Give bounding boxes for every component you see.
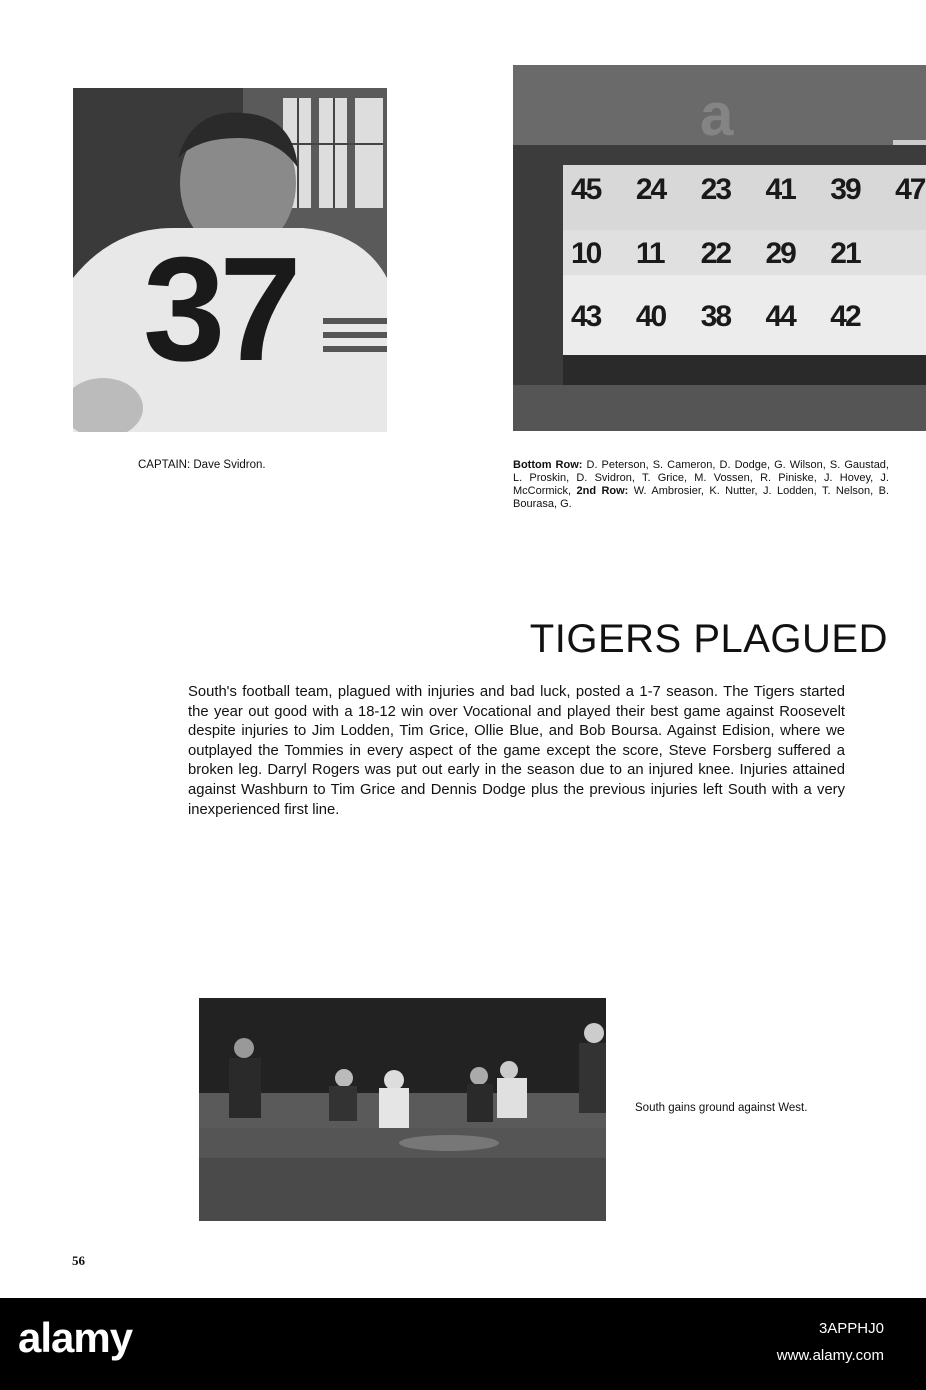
team-jersey-number: 24 <box>635 173 666 206</box>
team-jersey-number: 23 <box>700 173 731 206</box>
captain-jersey-number: 37 <box>143 227 296 392</box>
team-jersey-numbers <box>563 165 926 365</box>
footer-image-id: 3APPHJ0 <box>818 1320 884 1337</box>
article-headline: TIGERS PLAGUED <box>529 617 888 661</box>
game-action-photo <box>199 998 606 1221</box>
second-row-names: W. Ambrosier, K. Nutter, J. Lodden, T. Nelson, B. Bourasa, G. <box>513 485 890 510</box>
team-roster-caption <box>513 459 889 511</box>
action-photo-caption: South gains ground against West. <box>635 1102 808 1114</box>
captain-caption: CAPTAIN: Dave Svidron. <box>138 459 266 471</box>
captain-photo <box>73 88 387 432</box>
game-action-photo-image <box>199 998 606 1221</box>
team-jersey-number: 47 <box>895 173 925 206</box>
team-jersey-number: 21 <box>830 237 860 270</box>
team-jersey-number: 22 <box>700 237 731 270</box>
second-row-label: 2nd Row: <box>576 485 629 497</box>
team-photo <box>513 65 926 431</box>
footer-logo: alamy <box>18 1314 133 1361</box>
team-jersey-number: 38 <box>700 300 731 333</box>
team-jersey-number: 40 <box>635 300 666 333</box>
team-jersey-number: 39 <box>830 173 860 206</box>
team-jersey-number: 43 <box>571 300 601 333</box>
bottom-row-label: Bottom Row: <box>513 459 583 471</box>
team-jersey-number: 10 <box>571 237 601 270</box>
team-jersey-number: 41 <box>765 173 795 206</box>
team-jersey-number: 29 <box>765 237 795 270</box>
team-jersey-number: 45 <box>571 173 601 206</box>
bottom-row-names: D. Peterson, S. Cameron, D. Dodge, G. Wilson, S. Gaustad, L. Proskin, D. Svidron, T. Grice, M. Vossen, R. Piniske, J. Hovey, J. McCormick, <box>513 459 889 497</box>
footer-url: www.alamy.com <box>776 1347 884 1364</box>
article-body: South's football team, plagued with injuries and bad luck, posted a 1-7 season. The Tigers started the year out good with a 18-12 win over Vocational and played their best game against Roosevelt despite injuries to Jim Lodden, Tim Grice, Ollie Blue, and Bob Boursa. Against Edision, where we outplayed the Tommies in every aspect of the game except the score, Steve Forsberg suffered a broken leg. Darryl Rogers was put out early in the season due to an injured knee. Injuries attained against Washburn to Tim Grice and Dennis Dodge plus the previous injuries left South with a very inexperienced first line. <box>188 684 845 818</box>
team-jersey-number: 44 <box>765 300 795 333</box>
team-jersey-number: 11 <box>635 237 664 270</box>
team-jersey-number: 42 <box>830 300 860 333</box>
page-number: 56 <box>72 1253 85 1268</box>
stock-footer-bar <box>0 1298 926 1390</box>
